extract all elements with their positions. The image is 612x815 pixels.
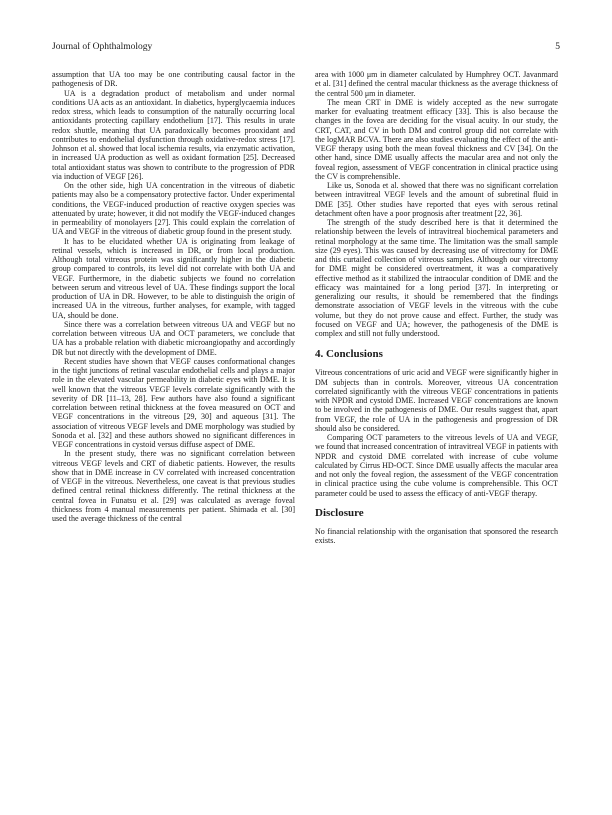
page-number: 5 (555, 42, 560, 52)
paragraph: The mean CRT in DME is widely accepted as the new surrogate marker for evaluating treatment efficacy [33]. This is also because the changes in the fovea are deciding for the visual acuity. In our study, the CRT, CAT, and CV in both DM and control group did not correlate with the logMAR BCVA. There are also studies evaluating the effect of the anti-VEGF therapy using both the mean foveal thickness and CV [34]. On the other hand, since DME usually affects the macular area and not only the foveal region, assessment of VEGF concentration in clinical practice using the CV is comprehensible. (315, 97, 558, 181)
paragraph: It has to be elucidated whether UA is originating from leakage of retinal vessels, which is increased in DR, or from local production. Although total vitreous protein was significantly higher in the diabetic group compared to controls, its level did not correlate with both UA and VEGF. Furthermore, in the diabetic subjects we found no correlation between serum and vitreous level of UA. These findings support the local production of UA in DR. However, to be able to distinguish the origin of increased UA in the vitreous, further analyses, for example, with tagged UA, should be done. (52, 236, 295, 320)
paragraph: Recent studies have shown that VEGF causes conformational changes in the tight junctions of retinal vascular endothelial cells and plays a major role in the elevated vascular permeability in diabetic eyes with DME. It is well known that the vitreous VEGF levels correlate significantly with the severity of DR [11–13, 28]. Few authors have also found a significant correlation between retinal thickness at the fovea measured on OCT and VEGF concentrations in the vitreous [29, 30] and aqueous [31]. The association of vitreous VEGF levels and DME morphology was studied by Sonoda et al. [32] and these authors showed no significant differences in VEGF concentrations in cystoid versus diffuse aspect of DME. (52, 356, 295, 449)
paragraph: Comparing OCT parameters to the vitreous levels of UA and VEGF, we found that increased concentration of intravitreal VEGF in patients with NPDR and cystoid DME correlated with increase of cube volume calculated by Cirrus HD-OCT. Since DME usually affects the macular area and not only the foveal region, the assessment of the VEGF concentration in clinical practice using the cube volume is comprehensible. This OCT parameter could be used to assess the efficacy of anti-VEGF therapy. (315, 433, 558, 498)
section-heading-disclosure: Disclosure (315, 506, 364, 519)
paragraph: area with 1000 μm in diameter calculated by Humphrey OCT. Javanmard et al. [31] defined the central macular thickness as the average thickness of the central 500 μm in diameter. (315, 70, 558, 98)
paragraph: In the present study, there was no significant correlation between vitreous VEGF levels and CRT of diabetic patients. However, the results show that in DME increase in CV correlated with increased concentration of VEGF in the vitreous. Nevertheless, one caveat is that previous studies defined central retinal thickness differently. The retinal thickness at the central fovea in Funatsu et al. [29] was calculated as average foveal thickness from 4 manual measurements per patient. Shimada et al. [30] used the average thickness of the central (52, 449, 295, 523)
paragraph: Vitreous concentrations of uric acid and VEGF were significantly higher in DM subjects than in controls. Moreover, vitreous UA concentration correlated significantly with the vitreous VEGF concentrations in patients with NPDR and cystoid DME. Increased VEGF concentrations are known to be involved in the pathogenesis of DME. Our results suggest that, apart from VEGF, the role of UA in the pathogenesis and progression of DR should also be considered. (315, 368, 558, 433)
paragraph: Like us, Sonoda et al. showed that there was no significant correlation between intravitreal VEGF levels and the amount of subretinal fluid in DME [35]. Other studies have reported that eyes with serous retinal detachment often have a poor prognosis after treatment [22, 36]. (315, 181, 558, 218)
section-heading-conclusions: 4. Conclusions (315, 348, 383, 361)
paragraph: On the other side, high UA concentration in the vitreous of diabetic patients may also be a compensatory protective factor. Under experimental conditions, the VEGF-induced production of reactive oxygen species was attenuated by urate; however, it did not modify the VEGF-induced changes in permeability of monolayers [27]. This could explain the correlation of UA and VEGF in the vitreous of diabetic group found in the present study. (52, 181, 295, 237)
paragraph: No financial relationship with the organisation that sponsored the research exists. (315, 526, 558, 545)
left-column (52, 70, 295, 523)
paragraph: UA is a degradation product of metabolism and under normal conditions UA acts as an antioxidant. In diabetics, hyperglycaemia induces redox stress, which leads to consumption of the naturally occurring local antioxidants protecting capillary endothelium [17]. This results in urate redox shuttle, meaning that UA paradoxically becomes prooxidant and contributes to endothelial dysfunction through oxidative-redox stress [17]. Johnson et al. showed that local ischemia results, via enzymatic activation, in increased UA production as well as oxidant formation [25]. Decreased total antioxidant status was shown to contribute to the progression of PDR via induction of VEGF [26]. (52, 88, 295, 181)
running-header (52, 42, 560, 52)
paragraph: assumption that UA too may be one contributing causal factor in the pathogenesis of DR. (52, 70, 295, 89)
journal-title: Journal of Ophthalmology (52, 42, 153, 52)
right-column (315, 70, 558, 545)
paragraph: Since there was a correlation between vitreous UA and VEGF but no correlation between vitreous UA and OCT parameters, we conclude that UA has a probable relation with diabetic microangiopathy and accordingly DR but not directly with the development of DME. (52, 319, 295, 357)
paragraph: The strength of the study described here is that it determined the relationship between the levels of intravitreal biochemical parameters and retinal morphology at the same time. The limitation was the small sample size (29 eyes). This was caused by decreasing use of vitrectomy for DME and this curtailed collection of vitreous samples. Although our vitrectomy for DME might be considered overtreatment, it was a comparatively effective method as it stabilized the intraocular condition of DME and the efficacy was maintained for a long period [37]. In interpreting or generalizing our results, it should be remembered that the findings demonstrate association of VEGF levels in the vitreous with the cube volume, but they do not prove cause and effect. Further, the study was focused on VEGF and UA; however, the pathogenesis of the DME is complex and still not fully understood. (315, 218, 558, 338)
